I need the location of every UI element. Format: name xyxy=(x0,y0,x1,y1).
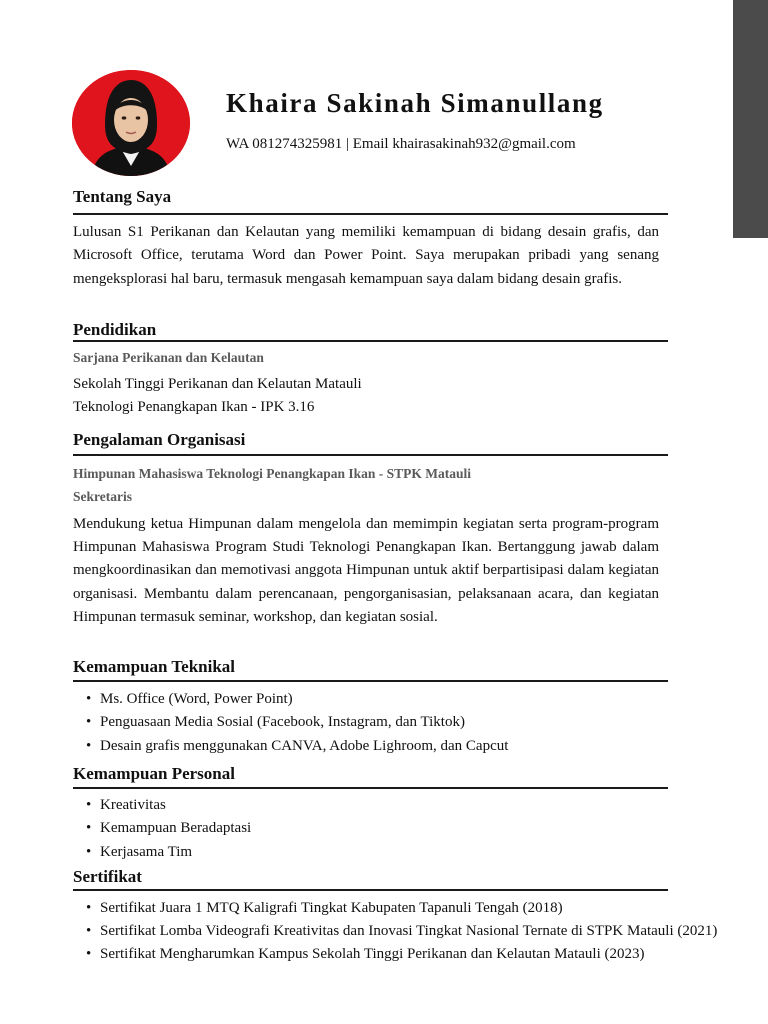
divider xyxy=(73,680,668,682)
list-item: • Kerjasama Tim xyxy=(82,841,251,864)
section-title-education: Pendidikan xyxy=(73,320,157,339)
section-title-certificates: Sertifikat xyxy=(73,867,142,886)
about-text: Lulusan S1 Perikanan dan Kelautan yang memiliki kemampuan di bidang desain grafis, dan Microsoft Office, terutama Word dan Power Point. Saya merupakan pribadi yang senang mengeksplorasi hal baru, termasuk mengasah kemampuan saya dalam bidang desain grafis. xyxy=(73,224,659,287)
list-item: • Ms. Office (Word, Power Point) xyxy=(82,688,508,711)
section-title-about: Tentang Saya xyxy=(73,187,172,206)
certificate-list xyxy=(82,897,732,967)
list-item: • Sertifikat Lomba Videografi Kreativitas dan Inovasi Tingkat Nasional Ternate di STPK Matauli (2021) xyxy=(82,920,732,943)
education-degree: Sarjana Perikanan dan Kelautan xyxy=(73,350,264,365)
organization-role: Sekretaris xyxy=(73,489,132,504)
personal-skill-list xyxy=(82,794,251,864)
section-title-personal: Kemampuan Personal xyxy=(73,764,235,783)
divider xyxy=(73,213,668,215)
profile-photo xyxy=(72,70,190,176)
candidate-name: Khaira Sakinah Simanullang xyxy=(226,88,604,118)
technical-skill-list xyxy=(82,688,508,758)
section-title-technical: Kemampuan Teknikal xyxy=(73,657,236,676)
section-title-organization: Pengalaman Organisasi xyxy=(73,430,246,449)
organization-text: Mendukung ketua Himpunan dalam mengelola dan memimpin kegiatan serta program-program Himpunan Mahasiswa Program Studi Teknologi Penangkapan Ikan. Bertanggung jawab dalam mengkoordinasikan dan memotivasi anggota Himpunan untuk aktif berpartisipasi dalam kegiatan organisasi. Membantu dalam perencanaan, pengorganisasian, pelaksanaan acara, dan kegiatan Himpunan termasuk seminar, workshop, dan kegiatan sosial. xyxy=(73,516,659,625)
list-item: • Penguasaan Media Sosial (Facebook, Instagram, dan Tiktok) xyxy=(82,711,508,734)
divider xyxy=(73,787,668,789)
list-item: • Kemampuan Beradaptasi xyxy=(82,817,251,840)
contact-info: WA 081274325981 | Email khairasakinah932@gmail.com xyxy=(226,136,576,152)
education-school: Sekolah Tinggi Perikanan dan Kelautan Matauli xyxy=(73,376,362,392)
list-item: • Desain grafis menggunakan CANVA, Adobe Lighroom, dan Capcut xyxy=(82,735,508,758)
list-item: • Kreativitas xyxy=(82,794,251,817)
scrollbar-thumb[interactable] xyxy=(733,0,768,238)
organization-name: Himpunan Mahasiswa Teknologi Penangkapan Ikan - STPK Matauli xyxy=(73,466,471,481)
list-item: • Sertifikat Juara 1 MTQ Kaligrafi Tingkat Kabupaten Tapanuli Tengah (2018) xyxy=(82,897,732,920)
list-item: • Sertifikat Mengharumkan Kampus Sekolah Tinggi Perikanan dan Kelautan Matauli (2023) xyxy=(82,943,732,966)
divider xyxy=(73,454,668,456)
education-major: Teknologi Penangkapan Ikan - IPK 3.16 xyxy=(73,399,315,415)
divider xyxy=(73,889,668,891)
divider xyxy=(73,340,668,342)
